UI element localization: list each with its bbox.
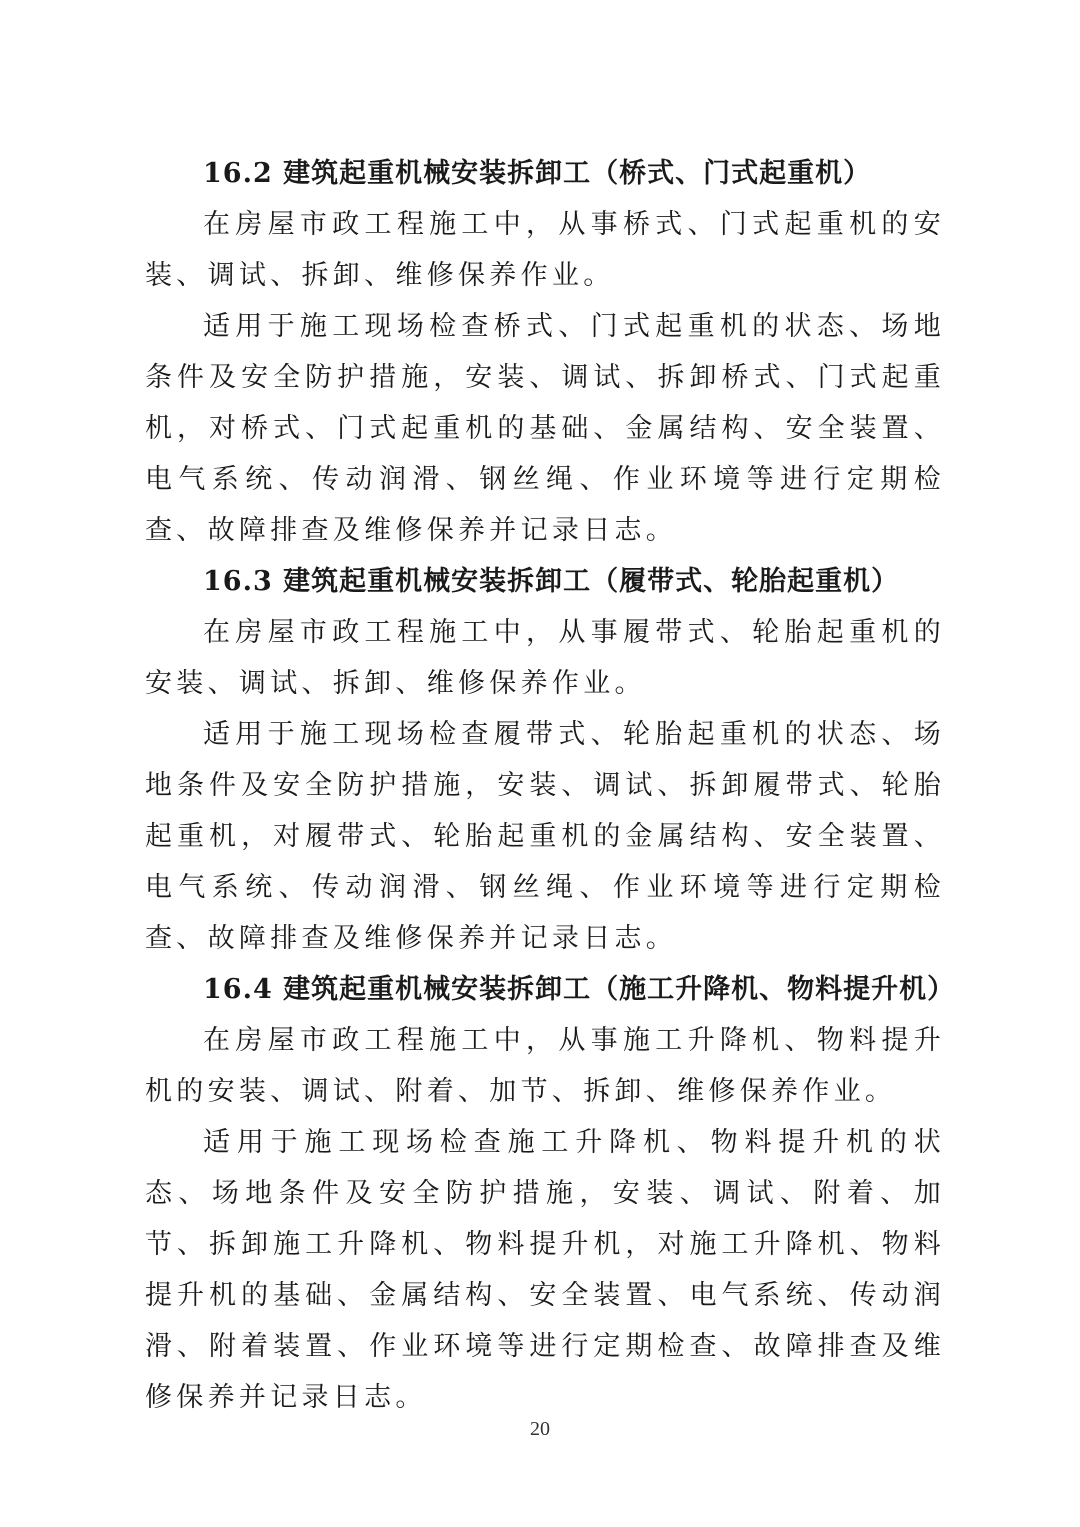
section-heading: 16.3 建筑起重机械安装拆卸工（履带式、轮胎起重机） (203, 566, 900, 597)
section-heading: 16.4 建筑起重机械安装拆卸工（施工升降机、物料提升机） (203, 974, 956, 1005)
section-paragraph: 适用于施工现场检查桥式、门式起重机的状态、场地条件及安全防护措施，安装、调试、拆卸桥式、门式起重机，对桥式、门式起重机的基础、金属结构、安全装置、电气系统、传动润滑、钢丝绳、作业环境等进行定期检查、故障排查及维修保养并记录日志。 (145, 311, 945, 546)
section-paragraph: 在房屋市政工程施工中，从事履带式、轮胎起重机的安装、调试、拆卸、维修保养作业。 (145, 617, 945, 699)
section-paragraph: 在房屋市政工程施工中，从事施工升降机、物料提升机的安装、调试、附着、加节、拆卸、维修保养作业。 (145, 1025, 945, 1107)
document-page (145, 148, 956, 1423)
section-16-3 (145, 556, 945, 964)
section-16-4 (145, 964, 956, 1423)
page-number: 20 (530, 1418, 550, 1440)
section-paragraph: 适用于施工现场检查履带式、轮胎起重机的状态、场地条件及安全防护措施，安装、调试、拆卸履带式、轮胎起重机，对履带式、轮胎起重机的金属结构、安全装置、电气系统、传动润滑、钢丝绳、作业环境等进行定期检查、故障排查及维修保养并记录日志。 (145, 719, 945, 954)
section-paragraph: 适用于施工现场检查施工升降机、物料提升机的状态、场地条件及安全防护措施，安装、调试、附着、加节、拆卸施工升降机、物料提升机，对施工升降机、物料提升机的基础、金属结构、安全装置、电气系统、传动润滑、附着装置、作业环境等进行定期检查、故障排查及维修保养并记录日志。 (145, 1127, 945, 1413)
section-16-2 (145, 148, 945, 556)
section-heading: 16.2 建筑起重机械安装拆卸工（桥式、门式起重机） (203, 158, 872, 189)
section-paragraph: 在房屋市政工程施工中，从事桥式、门式起重机的安装、调试、拆卸、维修保养作业。 (145, 209, 945, 291)
